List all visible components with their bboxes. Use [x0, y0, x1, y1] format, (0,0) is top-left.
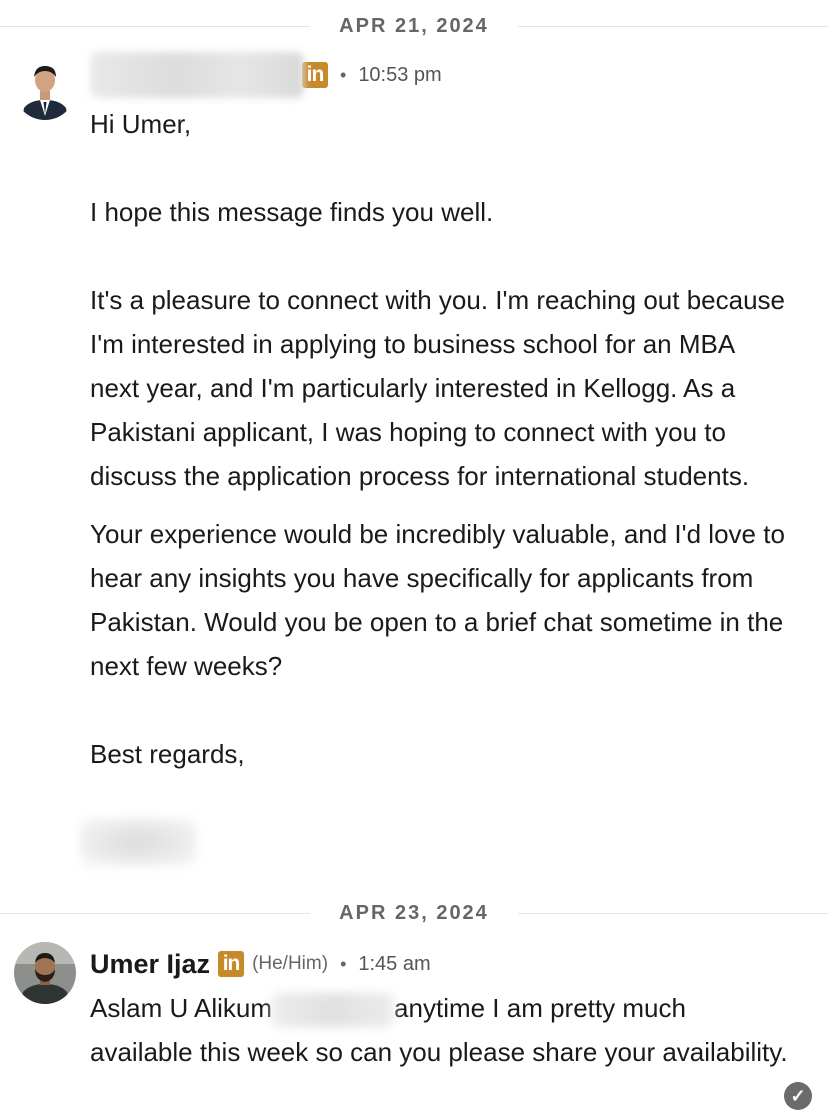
message-time: 1:45 am: [358, 952, 431, 975]
sender-name[interactable]: Umer Ijaz: [90, 948, 211, 979]
message-header: [90, 52, 442, 98]
date-divider: [0, 11, 828, 41]
read-receipt-check-icon: ✓: [784, 1082, 812, 1110]
person-avatar-icon: [14, 942, 76, 1004]
sender-pronouns: (He/Him): [252, 953, 329, 974]
message-paragraph: Hi Umer,: [90, 109, 192, 139]
message-paragraph: [90, 986, 790, 1074]
blurred-signature: [80, 818, 196, 866]
message-text: anytime I am pretty much available this week so can you please share your availability.: [90, 993, 788, 1067]
blurred-text: [272, 993, 394, 1027]
date-divider: [0, 898, 828, 928]
message-body: [90, 986, 790, 1074]
message-paragraph: It's a pleasure to connect with you. I'm reaching out because I'm interested in applying to business school for an MBA next year, and I'm particularly interested in Kellogg. As a Pakistani applicant, I was hoping to connect with you to discuss the application process for international students.: [90, 285, 785, 491]
date-label: APR 23, 2024: [325, 902, 503, 924]
message-time: 10:53 pm: [358, 63, 442, 86]
linkedin-badge-icon: in: [218, 951, 244, 977]
message-paragraph: I hope this message finds you well.: [90, 197, 494, 227]
message-header: [90, 945, 431, 983]
message-body: [90, 102, 790, 776]
date-label: APR 21, 2024: [325, 15, 503, 37]
sender-avatar[interactable]: [14, 58, 76, 120]
separator-dot: •: [340, 953, 347, 974]
message-text: Aslam U Alikum: [90, 993, 273, 1023]
sender-avatar[interactable]: [14, 942, 76, 1004]
blurred-sender-name[interactable]: [90, 52, 304, 98]
person-avatar-icon: [14, 58, 76, 120]
separator-dot: •: [340, 64, 347, 85]
linkedin-badge-icon: in: [302, 62, 328, 88]
message-paragraph: Best regards,: [90, 739, 245, 769]
message-paragraph: Your experience would be incredibly valuable, and I'd love to hear any insights you have specifically for applicants from Pakistan. Would you be open to a brief chat sometime in the next few weeks?: [90, 519, 785, 681]
